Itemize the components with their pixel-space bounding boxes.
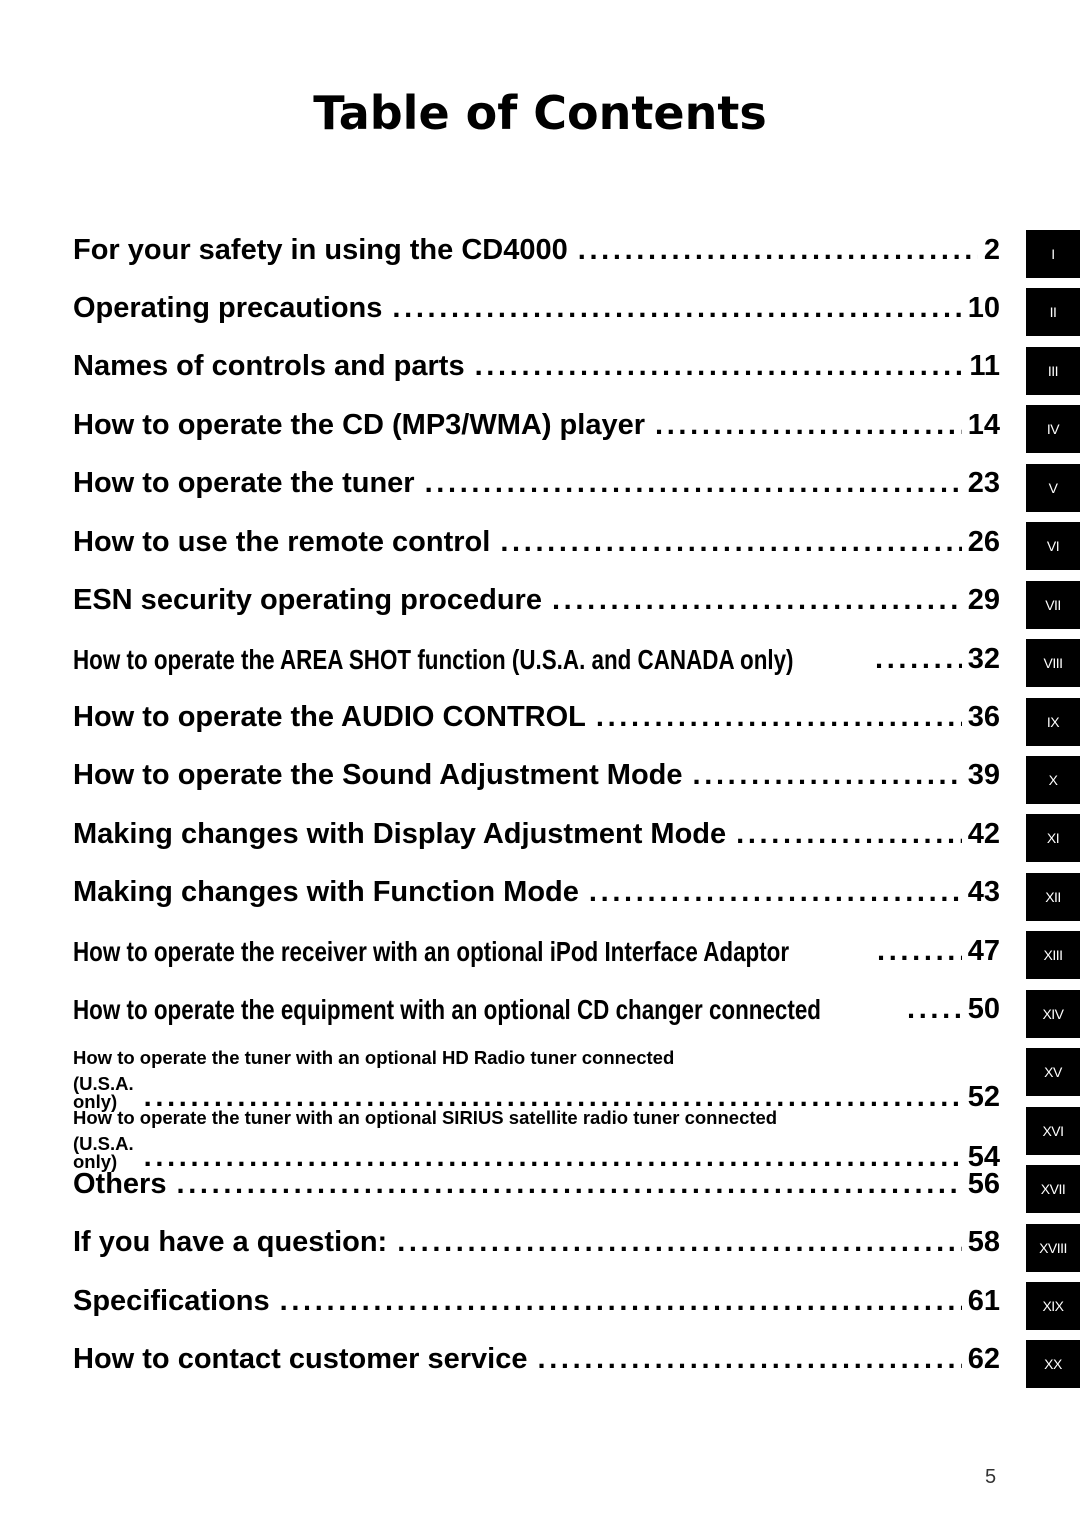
toc-entry-area-shot[interactable] [73, 645, 1000, 674]
section-tab-18[interactable]: XVIII [1026, 1224, 1080, 1272]
section-tab-2[interactable]: II [1026, 288, 1080, 336]
leader-dots [578, 236, 978, 265]
leader-dots [537, 1345, 961, 1374]
section-tab-10[interactable]: X [1026, 756, 1080, 804]
toc-entry-page: 58 [967, 1226, 1000, 1258]
toc-entry-page: 42 [967, 818, 1000, 850]
toc-entry-page: 26 [967, 526, 1000, 558]
leader-dots [736, 820, 962, 849]
section-tab-3[interactable]: III [1026, 347, 1080, 395]
page-number: 5 [985, 1466, 997, 1488]
toc-entry-customer-service[interactable] [73, 1345, 1000, 1374]
toc-entry-label: Specifications [73, 1285, 270, 1317]
page-title: Table of Contents [313, 86, 767, 140]
toc-entry-label: How to operate the tuner with an optional SIRIUS satellite radio tuner connected [73, 1107, 778, 1128]
leader-dots [500, 528, 961, 557]
toc-entry-remote[interactable] [73, 528, 1000, 557]
section-tab-13[interactable]: XIII [1026, 931, 1080, 979]
toc-entry-controls[interactable] [73, 352, 1000, 381]
toc-entry-label: Names of controls and parts [73, 350, 465, 382]
leader-dots [475, 352, 964, 381]
section-tab-7[interactable]: VII [1026, 581, 1080, 629]
toc-entry-label: ESN security operating procedure [73, 584, 542, 616]
toc-entry-function-mode[interactable] [73, 878, 1000, 907]
toc-entry-tuner[interactable] [73, 469, 1000, 498]
toc-entry-label: Others [73, 1168, 167, 1200]
toc-entry-label: If you have a question: [73, 1226, 388, 1258]
section-tab-9[interactable]: IX [1026, 698, 1080, 746]
section-tab-14[interactable]: XIV [1026, 990, 1080, 1038]
section-tab-15[interactable]: XV [1026, 1048, 1080, 1096]
leader-dots [693, 761, 962, 790]
toc-entry-page: 43 [967, 876, 1000, 908]
toc-entry-ipod[interactable] [73, 937, 1000, 966]
toc-entry-page: 11 [969, 350, 1000, 382]
section-tab-5[interactable]: V [1026, 464, 1080, 512]
leader-dots [875, 645, 962, 674]
section-tab-17[interactable]: XVII [1026, 1165, 1080, 1213]
section-tab-1[interactable]: I [1026, 230, 1080, 278]
toc-entry-page: 52 [967, 1080, 1000, 1113]
toc-entry-page: 54 [967, 1140, 1000, 1173]
toc-entry-page: 36 [967, 701, 1000, 733]
section-tab-16[interactable]: XVI [1026, 1107, 1080, 1155]
toc-entry-sirius[interactable] [73, 1109, 1000, 1172]
toc-entry-page: 32 [967, 643, 1000, 675]
leader-dots [655, 411, 962, 440]
section-tab-12[interactable]: XII [1026, 873, 1080, 921]
toc-entry-display-adjustment[interactable] [73, 820, 1000, 849]
toc-entry-sound-adjustment[interactable] [73, 761, 1000, 790]
toc-entry-label: Operating precautions [73, 292, 383, 324]
toc-entry-page: 23 [967, 467, 1000, 499]
toc-entry-esn[interactable] [73, 586, 1000, 615]
toc-entry-label-continued: (U.S.A. only) [73, 1132, 134, 1172]
leader-dots [280, 1287, 962, 1316]
toc-entry-page: 14 [967, 409, 1000, 441]
toc-entry-page: 2 [983, 234, 1000, 266]
toc-entry-label-continued: (U.S.A. only) [73, 1072, 134, 1112]
toc-entry-hd-radio[interactable] [73, 1049, 1000, 1112]
toc-entry-audio-control[interactable] [73, 703, 1000, 732]
toc-entry-page: 56 [967, 1168, 1000, 1200]
toc-entry-question[interactable] [73, 1228, 1000, 1257]
toc-entry-page: 47 [967, 935, 1000, 967]
toc-entry-specifications[interactable] [73, 1287, 1000, 1316]
toc-entry-label: How to operate the AUDIO CONTROL [73, 701, 586, 733]
leader-dots [877, 937, 962, 966]
leader-dots [392, 294, 961, 323]
leader-dots [596, 703, 962, 732]
toc-entry-label: How to operate the receiver with an optional iPod Interface Adaptor [73, 936, 790, 967]
toc-entry-label: For your safety in using the CD4000 [73, 234, 568, 266]
leader-dots [425, 469, 962, 498]
section-tab-20[interactable]: XX [1026, 1340, 1080, 1388]
section-tab-4[interactable]: IV [1026, 405, 1080, 453]
toc-entry-label: How to operate the tuner [73, 467, 415, 499]
leader-dots [176, 1170, 961, 1199]
leader-dots [552, 586, 962, 615]
section-tab-19[interactable]: XIX [1026, 1282, 1080, 1330]
toc-entry-safety[interactable] [73, 236, 1000, 265]
toc-entry-page: 50 [967, 993, 1000, 1025]
section-tab-6[interactable]: VI [1026, 522, 1080, 570]
section-tab-11[interactable]: XI [1026, 814, 1080, 862]
toc-entry-page: 39 [967, 759, 1000, 791]
toc-entry-others[interactable] [73, 1170, 1000, 1199]
toc-entry-cd-changer[interactable] [73, 995, 1000, 1024]
toc-entry-label: How to operate the AREA SHOT function (U.S.A. and CANADA only) [73, 644, 794, 675]
toc-entry-page: 10 [967, 292, 1000, 324]
toc-entry-label: Making changes with Display Adjustment Mode [73, 818, 727, 850]
toc-entry-cd-player[interactable] [73, 411, 1000, 440]
toc-entry-page: 61 [967, 1285, 1000, 1317]
section-tab-8[interactable]: VIII [1026, 639, 1080, 687]
toc-entry-label: How to use the remote control [73, 526, 491, 558]
toc-entry-label: How to operate the tuner with an optional HD Radio tuner connected [73, 1047, 675, 1068]
toc-entry-label: How to operate the equipment with an optional CD changer connected [73, 994, 821, 1025]
toc-entry-label: How to operate the CD (MP3/WMA) player [73, 409, 645, 441]
toc-entry-label: How to contact customer service [73, 1343, 528, 1375]
toc-entry-precautions[interactable] [73, 294, 1000, 323]
toc-entry-label: Making changes with Function Mode [73, 876, 579, 908]
toc-entry-page: 62 [967, 1343, 1000, 1375]
leader-dots [589, 878, 962, 907]
toc-entry-label: How to operate the Sound Adjustment Mode [73, 759, 683, 791]
leader-dots [144, 1143, 962, 1172]
leader-dots [397, 1228, 962, 1257]
toc-entry-page: 29 [967, 584, 1000, 616]
leader-dots [907, 995, 962, 1024]
